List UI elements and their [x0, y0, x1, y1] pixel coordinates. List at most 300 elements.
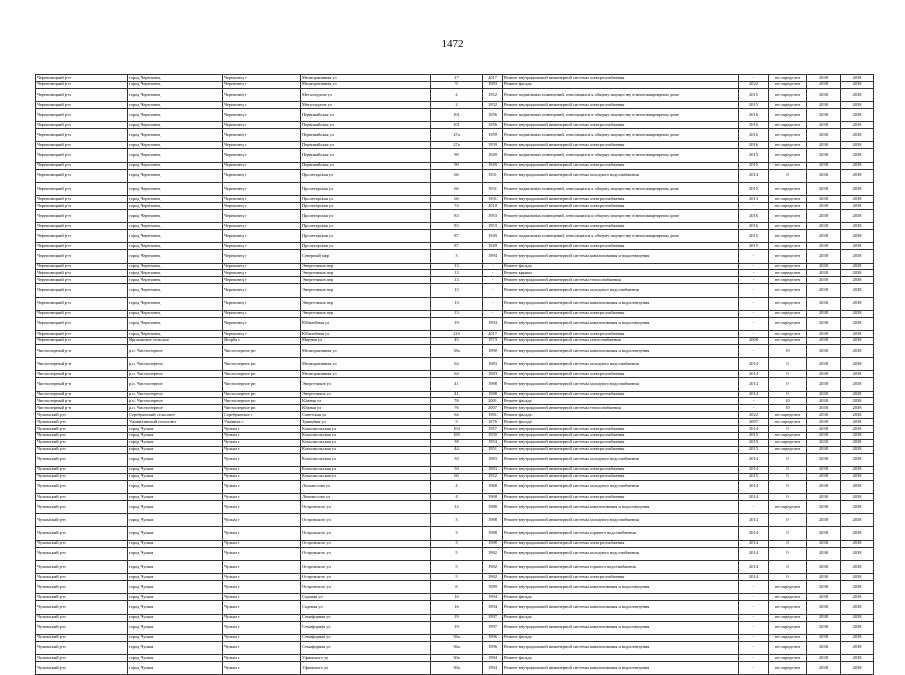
cell-district: Чистоозерный р-н [36, 398, 128, 405]
cell-year: 1951 [483, 446, 503, 453]
cell-house: 13 [431, 310, 483, 317]
cell-street: Семафорная ул [301, 641, 431, 654]
cell-last-repair: 2015 [739, 182, 769, 195]
cell-last-repair: 2016 [739, 108, 769, 121]
cell-cost: 10 [769, 398, 807, 405]
cell-settlement: Ягорба с [223, 337, 301, 344]
cell-district: Чулымский р-н [36, 581, 128, 594]
cell-district: Чистоозерный р-н [36, 391, 128, 398]
cell-plan-end: 2038 [841, 473, 874, 480]
cell-year: 1996 [483, 634, 503, 641]
cell-plan-start: 2038 [807, 317, 841, 330]
cell-house: 74 [431, 203, 483, 210]
cell-work: Ремонт внутридомовой инженерной системы канализования и водоотведения [503, 500, 739, 513]
cell-municipality: город Череповец [128, 263, 223, 270]
cell-street: Островского ул [301, 560, 431, 573]
cell-municipality: город Череповец [128, 209, 223, 222]
cell-settlement: Чулым г [223, 493, 301, 500]
cell-work: Ремонт фасада [503, 398, 739, 405]
cell-last-repair: - [739, 641, 769, 654]
table-row [36, 419, 874, 426]
cell-year: 1949 [483, 243, 503, 250]
cell-municipality: р.п. Чистоозерное [128, 378, 223, 391]
cell-municipality: город Череповец [128, 277, 223, 284]
cell-house: 66 [431, 196, 483, 203]
cell-municipality: Серебрянский сельсовет [128, 412, 223, 419]
cell-work: Ремонт внутридомовой инженерной системы канализования и водоотведения [503, 601, 739, 614]
cell-settlement: Череповец г [223, 263, 301, 270]
cell-work: Ремонт внутридомовой инженерной системы электроснабжения [503, 446, 739, 453]
cell-municipality: город Череповец [128, 122, 223, 129]
cell-cost: не определен [769, 243, 807, 250]
cell-work: Ремонт фасада [503, 419, 739, 426]
cell-house: 13 [431, 263, 483, 270]
cell-plan-end: 2038 [841, 601, 874, 614]
cell-plan-start: 2038 [807, 250, 841, 263]
cell-work: Ремонт фасада [503, 614, 739, 621]
cell-street: Комсомольская ул [301, 426, 431, 433]
cell-plan-start: 2038 [807, 230, 841, 243]
cell-plan-end: 2038 [841, 514, 874, 527]
cell-municipality: город Череповец [128, 310, 223, 317]
cell-plan-end: 2038 [841, 655, 874, 662]
cell-settlement: Чистоозерное рп [223, 344, 301, 357]
cell-house: 41 [431, 378, 483, 391]
cell-work: Ремонт подвальных помещений, относящихся к общему имуществу в многоквартирном доме [503, 149, 739, 162]
cell-work: Ремонт внутридомовой инженерной системы канализования и водоотведения [503, 581, 739, 594]
cell-year: 1989 [483, 581, 503, 594]
table-row [36, 466, 874, 473]
cell-plan-end: 2038 [841, 337, 874, 344]
cell-work: Ремонт внутридомовой инженерной системы канализования и водоотведения [503, 641, 739, 654]
cell-house: 56а [431, 634, 483, 641]
table-row [36, 230, 874, 243]
cell-municipality: Ужанихинский сельсовет [128, 419, 223, 426]
cell-district: Чулымский р-н [36, 514, 128, 527]
table-row [36, 331, 874, 338]
cell-street: Мелиоративная ул [301, 75, 431, 82]
cell-street: Островского ул [301, 581, 431, 594]
cell-year: 1994 [483, 655, 503, 662]
cell-last-repair: 2016 [739, 209, 769, 222]
cell-district: Чулымский р-н [36, 527, 128, 540]
table-row [36, 540, 874, 547]
cell-plan-end: 2038 [841, 270, 874, 277]
cell-settlement: Череповец г [223, 182, 301, 195]
table-row [36, 514, 874, 527]
cell-street: Металлургов ул [301, 88, 431, 101]
cell-work: Ремонт внутридомовой инженерной системы канализования и водоотведения [503, 344, 739, 357]
table-row [36, 594, 874, 601]
cell-district: Череповецкий р-н [36, 310, 128, 317]
table-row [36, 432, 874, 439]
table-row [36, 263, 874, 270]
cell-cost: не определен [769, 419, 807, 426]
cell-district: Череповецкий р-н [36, 209, 128, 222]
cell-plan-start: 2038 [807, 310, 841, 317]
cell-year: 1968 [483, 480, 503, 493]
cell-cost: не определен [769, 601, 807, 614]
cell-settlement: Череповец г [223, 317, 301, 330]
cell-plan-end: 2038 [841, 634, 874, 641]
cell-street: Металлургов ул [301, 102, 431, 109]
cell-plan-start: 2038 [807, 108, 841, 121]
cell-settlement: Чулым г [223, 601, 301, 614]
cell-plan-end: 2038 [841, 317, 874, 330]
cell-last-repair: 2015 [739, 230, 769, 243]
cell-plan-start: 2038 [807, 196, 841, 203]
cell-house: 3 [431, 250, 483, 263]
cell-year: 1930 [483, 432, 503, 439]
cell-plan-start: 2038 [807, 149, 841, 162]
cell-street: Уфимского ул [301, 655, 431, 662]
cell-house: 4 [431, 493, 483, 500]
cell-plan-start: 2038 [807, 371, 841, 378]
cell-street: Пролетарская ул [301, 169, 431, 182]
cell-last-repair: 2016 [739, 122, 769, 129]
cell-district: Чулымский р-н [36, 426, 128, 433]
cell-street: Ломоносова ул [301, 493, 431, 500]
cell-last-repair: 2016 [739, 142, 769, 149]
cell-district: Чистоозерный р-н [36, 378, 128, 391]
cell-district: Чулымский р-н [36, 480, 128, 493]
cell-work: Ремонт внутридомовой инженерной системы канализования и водоотведения [503, 297, 739, 310]
cell-year: 1988 [483, 527, 503, 540]
cell-year: 1952 [483, 102, 503, 109]
cell-work: Ремонт подвальных помещений, относящихся к общему имуществу в многоквартирном доме [503, 209, 739, 222]
cell-street: Мелиоративная ул [301, 371, 431, 378]
cell-plan-start: 2038 [807, 412, 841, 419]
table-row [36, 634, 874, 641]
cell-year: 2017 [483, 331, 503, 338]
cell-work: Ремонт внутридомовой инженерной системы электроснабжения [503, 574, 739, 581]
cell-district: Чулымский р-н [36, 540, 128, 547]
cell-work: Ремонт внутридомовой инженерной системы горячего водоснабжения [503, 527, 739, 540]
cell-municipality: город Череповец [128, 297, 223, 310]
cell-street: Первомайская ул [301, 122, 431, 129]
cell-street: Энергетиков пер [301, 310, 431, 317]
cell-settlement: Череповец г [223, 270, 301, 277]
cell-plan-end: 2038 [841, 405, 874, 412]
cell-cost: не определен [769, 594, 807, 601]
cell-plan-end: 2038 [841, 378, 874, 391]
cell-settlement: Череповец г [223, 142, 301, 149]
cell-plan-end: 2038 [841, 88, 874, 101]
cell-settlement: Чулым г [223, 621, 301, 634]
table-row [36, 196, 874, 203]
cell-year: 1949 [483, 149, 503, 162]
cell-cost: 10 [769, 405, 807, 412]
cell-settlement: Чулым г [223, 453, 301, 466]
cell-plan-start: 2038 [807, 398, 841, 405]
cell-work: Ремонт внутридомовой инженерной системы горячего водоснабжения [503, 560, 739, 573]
cell-street: Советская ул [301, 412, 431, 419]
cell-plan-end: 2038 [841, 594, 874, 601]
cell-settlement: Череповец г [223, 162, 301, 169]
cell-plan-start: 2038 [807, 432, 841, 439]
cell-district: Чистоозерный р-н [36, 358, 128, 371]
cell-street: Островского ул [301, 527, 431, 540]
cell-house: 87 [431, 243, 483, 250]
cell-municipality: город Чулым [128, 641, 223, 654]
cell-plan-start: 2038 [807, 169, 841, 182]
cell-settlement: Череповец г [223, 203, 301, 210]
cell-plan-end: 2038 [841, 344, 874, 357]
cell-plan-start: 2038 [807, 81, 841, 88]
table-row [36, 243, 874, 250]
cell-settlement: Череповец г [223, 75, 301, 82]
cell-municipality: город Чулым [128, 453, 223, 466]
cell-district: Чулымский р-н [36, 493, 128, 500]
cell-street: Комсомольская ул [301, 439, 431, 446]
cell-district: Череповецкий р-н [36, 142, 128, 149]
cell-street: Первомайская ул [301, 142, 431, 149]
cell-municipality: город Череповец [128, 284, 223, 297]
cell-plan-start: 2038 [807, 514, 841, 527]
cell-cost: не определен [769, 196, 807, 203]
cell-municipality: город Чулым [128, 527, 223, 540]
cell-plan-start: 2038 [807, 209, 841, 222]
cell-municipality: город Чулым [128, 574, 223, 581]
cell-year: 1981 [483, 412, 503, 419]
cell-year: 2007 [483, 405, 503, 412]
cell-cost: не определен [769, 446, 807, 453]
cell-municipality: город Череповец [128, 129, 223, 142]
cell-plan-start: 2038 [807, 75, 841, 82]
cell-last-repair: - [739, 581, 769, 594]
cell-settlement: Череповец г [223, 331, 301, 338]
cell-plan-end: 2038 [841, 560, 874, 573]
cell-last-repair: 2014 [739, 574, 769, 581]
cell-last-repair: 2016 [739, 129, 769, 142]
cell-district: Чулымский р-н [36, 432, 128, 439]
cell-work: Ремонт внутридомовой инженерной системы холодного водоснабжения [503, 453, 739, 466]
cell-cost: не определен [769, 310, 807, 317]
cell-last-repair: 2015 [739, 432, 769, 439]
cell-cost: не определен [769, 439, 807, 446]
cell-municipality: город Чулым [128, 547, 223, 560]
cell-plan-start: 2038 [807, 426, 841, 433]
cell-municipality: город Череповец [128, 196, 223, 203]
cell-district: Череповецкий р-н [36, 169, 128, 182]
cell-house: 5 [431, 547, 483, 560]
table-row [36, 581, 874, 594]
cell-work: Ремонт фасада [503, 634, 739, 641]
table-row [36, 270, 874, 277]
cell-plan-end: 2038 [841, 439, 874, 446]
cell-house: 16 [431, 594, 483, 601]
cell-municipality: город Череповец [128, 270, 223, 277]
cell-cost: 10 [769, 344, 807, 357]
cell-work: Ремонт внутридомовой инженерной системы электроснабжения [503, 493, 739, 500]
cell-cost: не определен [769, 641, 807, 654]
cell-last-repair: 2015 [739, 149, 769, 162]
cell-year: 1983 [483, 371, 503, 378]
cell-year: 1988 [483, 540, 503, 547]
table-row [36, 500, 874, 513]
cell-last-repair: 2008 [739, 337, 769, 344]
cell-street: Пролетарская ул [301, 182, 431, 195]
cell-street: Энергетиков пер [301, 297, 431, 310]
cell-settlement: Череповец г [223, 250, 301, 263]
cell-municipality: город Чулым [128, 446, 223, 453]
table-row [36, 250, 874, 263]
cell-street: Энергетиков пер [301, 263, 431, 270]
cell-house: 90 [431, 149, 483, 162]
cell-plan-start: 2038 [807, 284, 841, 297]
cell-district: Чулымский р-н [36, 601, 128, 614]
cell-year: 1953 [483, 223, 503, 230]
cell-street: Ломоносова ул [301, 480, 431, 493]
cell-street: Первомайская ул [301, 162, 431, 169]
cell-work: Ремонт внутридомовой инженерной системы теплоснабжения [503, 277, 739, 284]
cell-year: 1973 [483, 337, 503, 344]
cell-house: 50а [431, 661, 483, 674]
cell-settlement: Череповец г [223, 209, 301, 222]
table-row [36, 182, 874, 195]
cell-year: 1959 [483, 142, 503, 149]
cell-street: Мелиоративная ул [301, 81, 431, 88]
cell-district: Череповецкий р-н [36, 162, 128, 169]
cell-year: 1994 [483, 250, 503, 263]
cell-work: Ремонт подвальных помещений, относящихся к общему имуществу в многоквартирном доме [503, 230, 739, 243]
cell-street: Садовая ул [301, 601, 431, 614]
cell-house: 58а [431, 344, 483, 357]
cell-work: Ремонт внутридомовой инженерной системы электроснабжения [503, 466, 739, 473]
cell-cost: не определен [769, 655, 807, 662]
cell-cost: не определен [769, 88, 807, 101]
cell-settlement: Чулым г [223, 641, 301, 654]
cell-municipality: город Чулым [128, 594, 223, 601]
cell-plan-end: 2038 [841, 661, 874, 674]
cell-plan-start: 2038 [807, 182, 841, 195]
cell-cost: не определен [769, 263, 807, 270]
cell-street: Южная ул [301, 398, 431, 405]
cell-last-repair: - [739, 310, 769, 317]
cell-settlement: Чулым г [223, 426, 301, 433]
cell-settlement: Чулым г [223, 574, 301, 581]
table-row [36, 493, 874, 500]
cell-street: Пролетарская ул [301, 209, 431, 222]
cell-cost: не определен [769, 284, 807, 297]
cell-work: Ремонт внутридомовой инженерной системы электроснабжения [503, 162, 739, 169]
cell-house: 5 [431, 574, 483, 581]
cell-house: 83 [431, 223, 483, 230]
cell-cost: 0 [769, 540, 807, 547]
cell-district: Чистоозерный р-н [36, 344, 128, 357]
table-row [36, 453, 874, 466]
cell-street: Пролетарская ул [301, 243, 431, 250]
cell-settlement: Чулым г [223, 432, 301, 439]
cell-year: 1976 [483, 419, 503, 426]
cell-street: Пролетарская ул [301, 196, 431, 203]
cell-last-repair: - [739, 614, 769, 621]
cell-last-repair: 2015 [739, 439, 769, 446]
cell-last-repair: - [739, 284, 769, 297]
cell-cost: не определен [769, 209, 807, 222]
cell-house: 66 [431, 169, 483, 182]
cell-district: Чулымский р-н [36, 412, 128, 419]
cell-year: - [483, 263, 503, 270]
cell-plan-end: 2038 [841, 446, 874, 453]
cell-work: Ремонт внутридомовой инженерной системы электроснабжения [503, 142, 739, 149]
cell-plan-start: 2038 [807, 337, 841, 344]
cell-municipality: город Чулым [128, 480, 223, 493]
cell-cost: 0 [769, 574, 807, 581]
cell-last-repair: - [739, 270, 769, 277]
cell-house: 3 [431, 527, 483, 540]
cell-municipality: город Чулым [128, 514, 223, 527]
cell-district: Череповецкий р-н [36, 81, 128, 88]
cell-work: Ремонт внутридомовой инженерной системы холодного водоснабжения [503, 378, 739, 391]
cell-plan-start: 2038 [807, 574, 841, 581]
cell-municipality: город Чулым [128, 621, 223, 634]
cell-district: Череповецкий р-н [36, 284, 128, 297]
cell-municipality: город Череповец [128, 169, 223, 182]
cell-work: Ремонт внутридомовой инженерной системы теплоснабжения [503, 405, 739, 412]
cell-plan-start: 2038 [807, 493, 841, 500]
cell-district: Череповецкий р-н [36, 108, 128, 121]
cell-cost: 0 [769, 391, 807, 398]
cell-cost: не определен [769, 331, 807, 338]
cell-cost: 0 [769, 547, 807, 560]
cell-year: 1956 [483, 108, 503, 121]
cell-settlement: Череповец г [223, 81, 301, 88]
cell-municipality: город Череповец [128, 243, 223, 250]
cell-plan-start: 2038 [807, 655, 841, 662]
cell-street: Семафорная ул [301, 634, 431, 641]
cell-house: 8 [431, 581, 483, 594]
cell-cost: 0 [769, 378, 807, 391]
cell-year: 1990 [483, 344, 503, 357]
cell-year: 1982 [483, 560, 503, 573]
cell-plan-end: 2038 [841, 621, 874, 634]
cell-cost: не определен [769, 337, 807, 344]
cell-work: Ремонт внутридомовой инженерной системы канализования и водоотведения [503, 317, 739, 330]
cell-municipality: город Чулым [128, 473, 223, 480]
cell-plan-end: 2038 [841, 371, 874, 378]
cell-plan-start: 2038 [807, 391, 841, 398]
cell-plan-start: 2038 [807, 277, 841, 284]
cell-work: Ремонт фасада [503, 263, 739, 270]
cell-district: Чулымский р-н [36, 641, 128, 654]
table-row [36, 405, 874, 412]
cell-district: Чулымский р-н [36, 500, 128, 513]
cell-district: Череповецкий р-н [36, 317, 128, 330]
cell-settlement: Череповец г [223, 169, 301, 182]
cell-district: Чулымский р-н [36, 594, 128, 601]
table-row [36, 297, 874, 310]
cell-settlement: Чулым г [223, 514, 301, 527]
cell-house: 16 [431, 601, 483, 614]
cell-street: Юбилейная ул [301, 317, 431, 330]
cell-street: Первомайская ул [301, 129, 431, 142]
cell-year: 1949 [483, 162, 503, 169]
cell-year: - [483, 297, 503, 310]
cell-plan-start: 2038 [807, 614, 841, 621]
table-row [36, 574, 874, 581]
cell-plan-end: 2038 [841, 277, 874, 284]
cell-municipality: город Череповец [128, 230, 223, 243]
cell-work: Ремонт внутридомовой инженерной системы электроснабжения [503, 122, 739, 129]
table-row [36, 277, 874, 284]
cell-work: Ремонт внутридомовой инженерной системы электроснабжения [503, 473, 739, 480]
cell-last-repair: 2014 [739, 378, 769, 391]
cell-cost: 0 [769, 358, 807, 371]
cell-plan-start: 2038 [807, 446, 841, 453]
cell-district: Череповецкий р-н [36, 331, 128, 338]
cell-municipality: город Чулым [128, 601, 223, 614]
